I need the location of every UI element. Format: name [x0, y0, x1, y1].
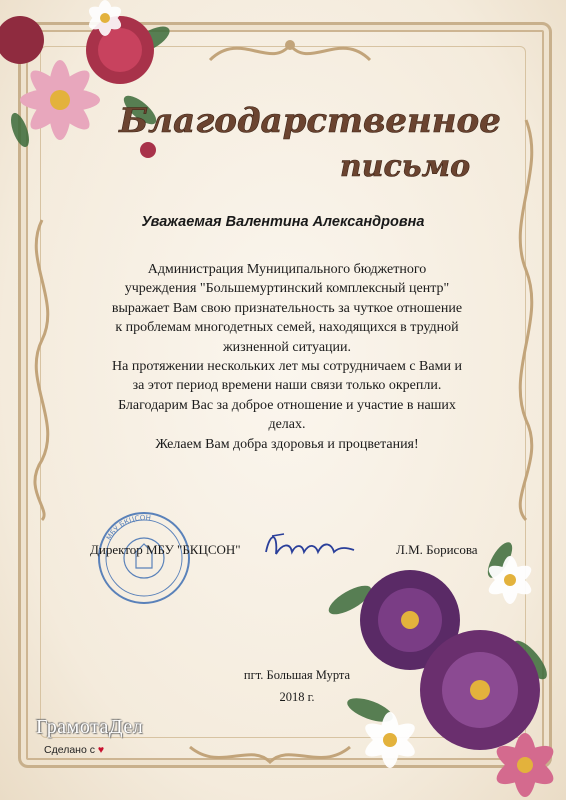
- stamp-text: МБУ БКЦСОН: [104, 513, 152, 542]
- frame-swirl-ornament-right: [506, 120, 546, 520]
- signature-row: [90, 540, 490, 564]
- brand-watermark: [36, 716, 196, 766]
- handwritten-signature: [260, 526, 360, 566]
- paragraph-line: Благодарим Вас за доброе отношение и участие в наших: [118, 397, 456, 413]
- paragraph-line: жизненной ситуации.: [222, 339, 352, 355]
- issue-year: 2018 г.: [279, 690, 315, 704]
- certificate-title: [119, 88, 501, 188]
- title-line-2: письмо: [339, 149, 471, 184]
- director-label: Директор МБУ "БКЦСОН": [90, 542, 241, 557]
- paragraph-line: На протяжении нескольких лет мы сотрудничаем с Вами и: [112, 359, 462, 375]
- brand-logo: ГрамотаДел: [36, 716, 144, 738]
- frame-swirl-ornament-left: [22, 220, 62, 520]
- paragraph-line: делах.: [268, 417, 306, 433]
- salutation: Уважаемая Валентина Александровна: [141, 214, 425, 230]
- frame-swirl-ornament-top: [200, 30, 380, 70]
- paragraph-line: Администрация Муниципального бюджетного: [147, 262, 427, 277]
- letter-body: [86, 260, 488, 454]
- heart-icon: ♥: [97, 744, 105, 756]
- paragraph-line: выражает Вам свою признательность за чуткое отношение: [111, 300, 463, 316]
- place-and-year: [222, 664, 372, 708]
- paragraph-line: учреждения "Большемуртинский комплексный центр": [124, 281, 450, 297]
- signer-name: Л.М. Борисова: [396, 542, 478, 557]
- paragraph-line: за этот период времени наши связи только окрепли.: [132, 378, 442, 394]
- place-name: пгт. Большая Мурта: [243, 668, 351, 682]
- title-line-1: Благодарственное: [119, 101, 501, 141]
- closing-wish: Желаем Вам добра здоровья и процветания!: [155, 436, 419, 452]
- brand-tagline-text: Сделано с: [44, 744, 95, 756]
- paragraph-line: к проблемам многодетных семей, находящихся в трудной: [115, 320, 459, 336]
- brand-tagline: [44, 744, 104, 756]
